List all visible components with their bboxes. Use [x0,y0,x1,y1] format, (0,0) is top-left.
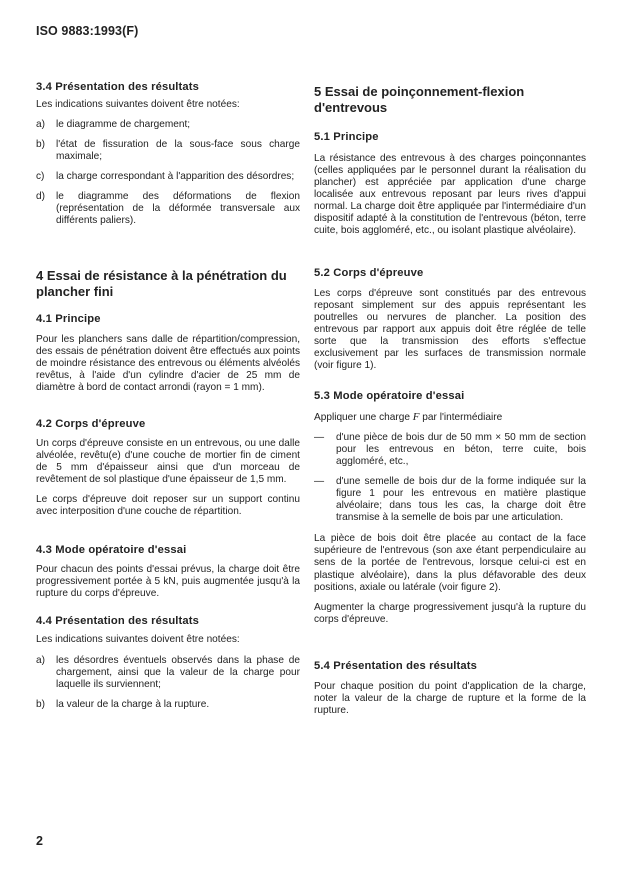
section-3-4-intro: Les indications suivantes doivent être notées: [36,99,240,110]
dash-icon: — [314,476,325,488]
section-4-3 [36,544,300,600]
section-5-3-dash-list [314,432,586,524]
intro-text-end: par l'intermédiaire [419,412,503,423]
section-4-2-p1: Un corps d'épreuve consiste en un entrevous, ou une dalle alvéolée, revêtu(e) d'une couche de mortier fin de ciment de 5 mm d'épaisseur ainsi que d'un morceau de revêtement de sol plastique d'une épaisseur de 1,5 mm. [36,438,300,486]
section-4-4-list [36,655,300,711]
section-5-1-title: 5.1 Principe [314,131,379,143]
list-item-text: le diagramme des déformations de flexion (représentation de la déformée transversale aux différents paliers). [56,191,300,227]
section-3-4 [36,81,300,227]
section-5-2-title: 5.2 Corps d'épreuve [314,267,424,279]
list-item [36,191,300,227]
list-item-label: b) [36,699,45,711]
list-item-text: la charge correspondant à l'apparition des désordres; [56,171,295,183]
section-5-3-title: 5.3 Mode opératoire d'essai [314,390,465,402]
dash-item [314,432,586,468]
list-item [36,655,300,691]
list-item [36,119,300,131]
page-header-doc-id: ISO 9883:1993(F) [36,24,139,38]
section-5 [314,84,586,115]
list-item-label: c) [36,171,45,183]
section-4-4 [36,615,300,711]
section-4-2-title: 4.2 Corps d'épreuve [36,418,146,430]
section-4-title: 4 Essai de résistance à la pénétration du plancher fini [36,268,287,299]
section-5-3-p2: La pièce de bois doit être placée au contact de la face supérieure de l'entrevous (son axe étant perpendiculaire au sens de la portée de l'entrevous, lorsque celui-ci est en plastique alvéolaire), dans la plus défavorable des deux positions, axiale ou latérale (voir figure 2). [314,533,586,593]
list-item-label: a) [36,655,45,667]
section-4-1-title: 4.1 Principe [36,313,101,325]
list-item-text: le diagramme de chargement; [56,119,191,131]
dash-item-text: d'une semelle de bois dur de la forme indiquée sur la figure 1 pour les entrevous en matière plastique alvéolaire; dans tous les cas, la charge doit être transmise à la semelle de bois par une articulation. [336,476,586,524]
section-4-3-title: 4.3 Mode opératoire d'essai [36,544,187,556]
section-5-4-title: 5.4 Présentation des résultats [314,660,478,672]
section-4-3-text: Pour chacun des points d'essai prévus, la charge doit être progressivement portée à 5 kN, puis augmentée jusqu'à la rupture du corps d'épreuve. [36,564,300,600]
section-5-4 [314,660,586,717]
section-5-2 [314,267,586,372]
section-4-4-title: 4.4 Présentation des résultats [36,615,200,627]
section-4-4-intro: Les indications suivantes doivent être notées: [36,634,240,645]
section-3-4-title: 3.4 Présentation des résultats [36,81,200,93]
page-number: 2 [36,834,43,848]
list-item [36,699,300,711]
list-item-label: a) [36,119,45,131]
list-item-label: d) [36,191,45,203]
section-4-1 [36,313,300,394]
section-5-3 [314,390,586,626]
section-4-2 [36,418,300,518]
section-5-3-intro [314,411,586,424]
section-5-4-text: Pour chaque position du point d'application de la charge, noter la valeur de la charge de rupture et la forme de la rupture. [314,681,586,717]
section-4 [36,268,300,299]
list-item-text: les désordres éventuels observés dans la phase de chargement, ainsi que la valeur de la charge pour laquelle ils surviennent; [56,655,300,691]
section-5-3-p3: Augmenter la charge progressivement jusqu'à la rupture du corps d'épreuve. [314,601,586,625]
dash-item-text: d'une pièce de bois dur de 50 mm × 50 mm de section pour les entrevous en béton, terre cuite, bois aggloméré, etc., [336,432,586,468]
dash-item [314,476,586,524]
list-item [36,139,300,163]
list-item [36,171,300,183]
intro-text-start: Appliquer une charge [314,412,413,423]
dash-icon: — [314,432,325,444]
section-5-1 [314,131,586,237]
list-item-text: l'état de fissuration de la sous-face sous charge maximale; [56,139,300,163]
section-5-1-text: La résistance des entrevous à des charges poinçonnantes (celles appliquées par le personnel durant la réalisation du plancher) est appréciée par application d'une charge localisée aux entrevous reposant par leurs rives d'appui normal. La charge doit être appliquée par l'intermédiaire d'un dispositif adapté à la constitution de l'entrevous (béton, terre cuite, bois aggloméré, etc., ou isolant plastique alvéolaire). [314,153,586,237]
section-4-2-p2: Le corps d'épreuve doit reposer sur un support continu avec interposition d'une couche de répartition. [36,494,300,518]
list-item-label: b) [36,139,45,151]
section-4-1-text: Pour les planchers sans dalle de répartition/compression, des essais de pénétration doivent être effectués aux points de moindre résistance des entrevous ou éléments alvéolés revêtus, à l'aide d'un cylindre d'acier de 25 mm de diamètre à bord de contact arrondi (rayon = 1 mm). [36,334,300,394]
list-item-text: la valeur de la charge à la rupture. [56,699,210,711]
variable-f: F [412,411,420,423]
section-5-title: 5 Essai de poinçonnement-flexion d'entrevous [314,84,525,115]
section-5-2-text: Les corps d'épreuve sont constitués par des entrevous reposant simplement sur des appuis représentant les poutrelles ou nervures de plancher. La position des entrevous par rapport aux appuis doit être réglée de telle sorte que la transmission des efforts s'effectue exclusivement par les surfaces de transmission normale (voir figure 1). [314,288,586,372]
section-3-4-list [36,119,300,227]
